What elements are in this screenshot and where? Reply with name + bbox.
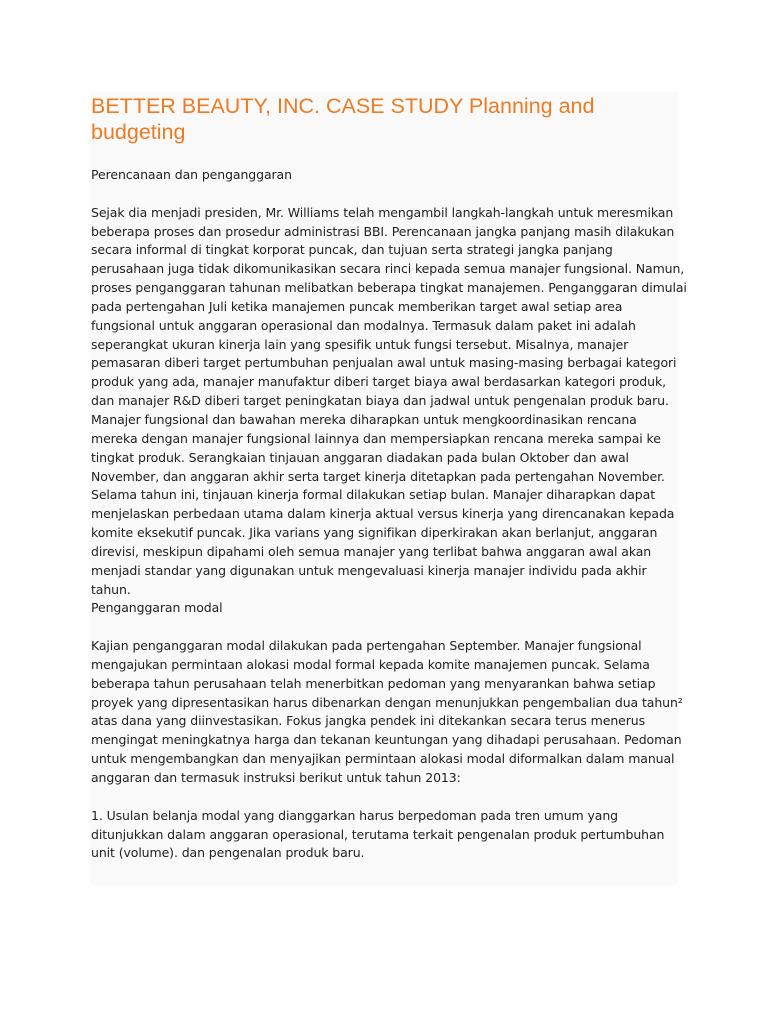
text-line: tingkat produk. Serangkaian tinjauan anggaran diadakan pada bulan Oktober dan awal: [91, 449, 629, 465]
section-heading-planning: Perencanaan dan penganggaran: [91, 167, 292, 182]
paragraph-spacer: [91, 618, 681, 637]
text-line: seperangkat ukuran kinerja lain yang spesifik untuk fungsi tersebut. Misalnya, manajer: [91, 336, 629, 352]
text-line: proses penganggaran tahunan melibatkan beberapa tingkat manajemen. Penganggaran dimulai: [91, 280, 687, 296]
paragraph-spacer: [91, 788, 681, 807]
text-line: Sejak dia menjadi presiden, Mr. Williams telah mengambil langkah-langkah untuk meresmikan: [91, 204, 674, 220]
text-line: menjadi standar yang digunakan untuk mengevaluasi kinerja manajer individu pada akhir: [91, 562, 647, 578]
text-line: November, dan anggaran akhir serta target kinerja ditetapkan pada pertengahan November.: [91, 468, 665, 484]
text-line: proyek yang dipresentasikan harus dibenarkan dengan menunjukkan pengembalian dua tahun²: [91, 694, 683, 710]
text-line: anggaran dan termasuk instruksi berikut untuk tahun 2013:: [91, 770, 461, 785]
text-line: Kajian penganggaran modal dilakukan pada pertengahan September. Manajer fungsional: [91, 638, 642, 654]
paragraph-instruction-1: [91, 807, 681, 864]
text-line: pada pertengahan Juli ketika manajemen puncak memberikan target awal setiap area: [91, 298, 623, 314]
section-heading-capital-budgeting: Penganggaran modal: [91, 600, 223, 616]
text-line: ditunjukkan dalam anggaran operasional, terutama terkait pengenalan produk pertumbuhan: [91, 826, 665, 842]
text-line: secara informal di tingkat korporat puncak, dan tujuan serta strategi jangka panjang: [91, 242, 613, 258]
text-line: Manajer fungsional dan bawahan mereka diharapkan untuk mengkoordinasikan rencana: [91, 411, 637, 427]
text-line: tahun.: [91, 581, 131, 597]
text-line: direvisi, meskipun dipahami oleh semua manajer yang terlibat bahwa anggaran awal akan: [91, 543, 652, 559]
text-line: dan manajer R&D diberi target peningkatan biaya dan jadwal untuk pengenalan produk baru.: [91, 393, 669, 409]
text-line: mereka dengan manajer fungsional lainnya dan mempersiapkan rencana mereka sampai ke: [91, 430, 661, 446]
text-line: perusahaan juga tidak dikomunikasikan secara rinci kepada semua manajer fungsional. Namun,: [91, 261, 685, 277]
document-body: [91, 166, 687, 863]
text-line: pemasaran diberi target pertumbuhan penjualan awal untuk masing-masing berbagai kategori: [91, 355, 677, 371]
document-title: BETTER BEAUTY, INC. CASE STUDY Planning and budgeting: [91, 94, 595, 144]
paragraph-spacer: [91, 185, 681, 204]
text-line: unit (volume). dan pengenalan produk baru.: [91, 845, 365, 861]
text-line: mengingat meningkatnya harga dan tekanan keuntungan yang dihadapi perusahaan. Pedoman: [91, 732, 682, 748]
text-line: Selama tahun ini, tinjauan kinerja formal dilakukan setiap bulan. Manajer diharapkan dapat: [91, 487, 655, 503]
text-line: komite eksekutif puncak. Jika varians yang signifikan diperkirakan akan berlanjut, anggaran: [91, 525, 658, 541]
text-line: beberapa proses dan prosedur administrasi BBI. Perencanaan jangka panjang masih dilakukan: [91, 223, 675, 239]
paragraph-planning: [91, 204, 687, 600]
text-line: produk yang ada, manajer manufaktur diberi target biaya awal berdasarkan kategori produk,: [91, 374, 666, 390]
text-line: mengajukan permintaan alokasi modal formal kepada komite manajemen puncak. Selama: [91, 656, 650, 672]
text-line: untuk mengembangkan dan menyajikan permintaan alokasi modal diformalkan dalam manual: [91, 751, 675, 767]
text-line: beberapa tahun perusahaan telah menerbitkan pedoman yang menyarankan bahwa setiap: [91, 675, 656, 691]
text-line: atas dana yang diinvestasikan. Fokus jangka pendek ini ditekankan secara terus menerus: [91, 713, 646, 729]
text-line: menjelaskan perbedaan utama dalam kinerja aktual versus kinerja yang direncanakan kepada: [91, 506, 675, 522]
text-line: 1. Usulan belanja modal yang dianggarkan harus berpedoman pada tren umum yang: [91, 807, 619, 823]
paragraph-capital-budgeting: [91, 637, 681, 788]
text-line: fungsional untuk anggaran operasional dan modalnya. Termasuk dalam paket ini adalah: [91, 317, 636, 333]
